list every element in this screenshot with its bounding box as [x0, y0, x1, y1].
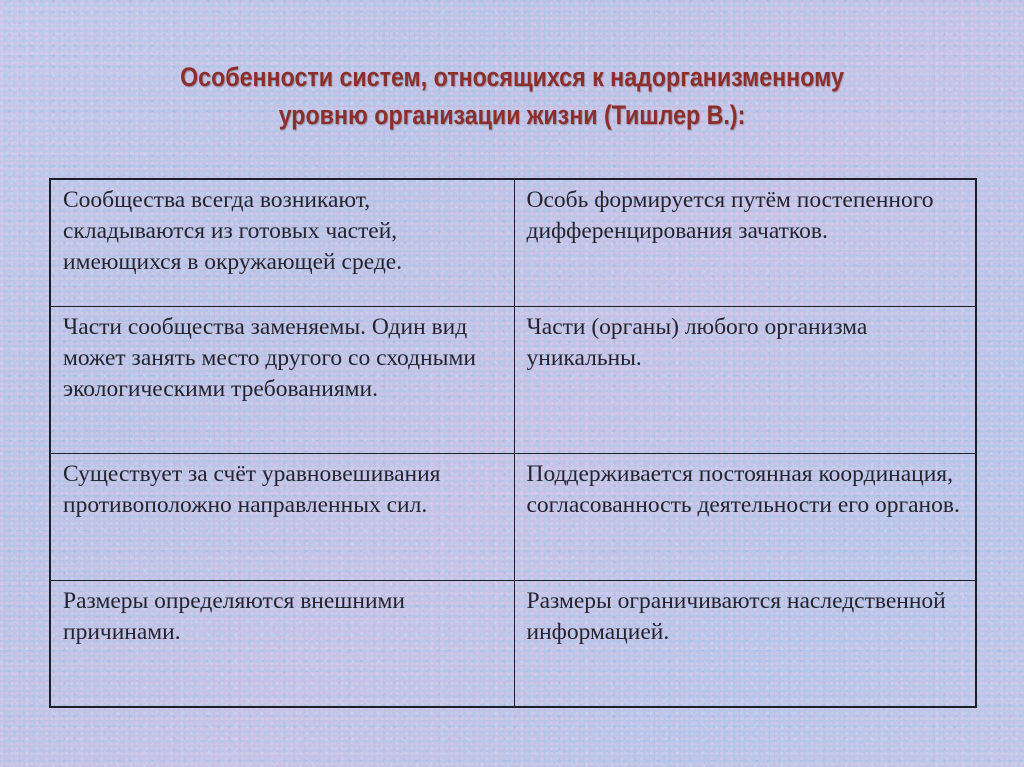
organism-cell: Размеры ограничиваются наследственной информацией. — [514, 580, 976, 707]
slide-title — [106, 58, 918, 134]
organism-cell: Особь формируется путём постепенного дифференцирования зачатков. — [514, 179, 976, 306]
comparison-table — [49, 178, 977, 708]
table-row — [50, 306, 976, 453]
slide-title-line-2: уровню организации жизни (Тишлер В.): — [278, 100, 746, 130]
community-cell: Сообщества всегда возникают, складываются из готовых частей, имеющихся в окружающей среде. — [50, 179, 514, 306]
community-cell: Части сообщества заменяемы. Один вид может занять место другого со сходными экологическими требованиями. — [50, 306, 514, 453]
organism-cell: Поддерживается постоянная координация, согласованность деятельности его органов. — [514, 453, 976, 580]
table-row — [50, 453, 976, 580]
slide-title-line-1: Особенности систем, относящихся к надорганизменному — [180, 62, 844, 92]
table-row — [50, 580, 976, 707]
table-row — [50, 179, 976, 306]
organism-cell: Части (органы) любого организма уникальны. — [514, 306, 976, 453]
community-cell: Размеры определяются внешними причинами. — [50, 580, 514, 707]
community-cell: Существует за счёт уравновешивания противоположно направленных сил. — [50, 453, 514, 580]
